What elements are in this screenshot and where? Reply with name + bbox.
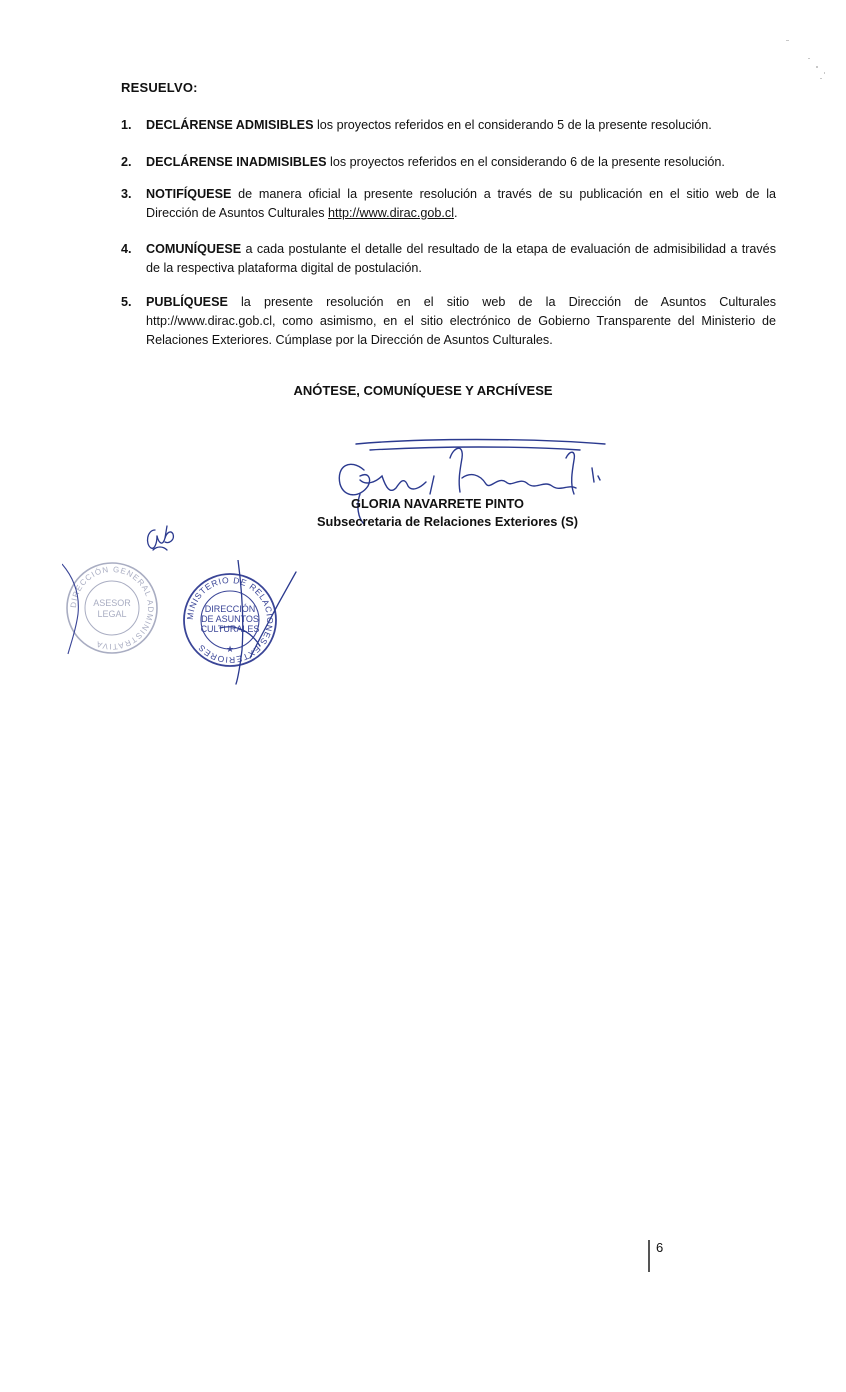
dirac-link[interactable]: http://www.dirac.gob.cl — [328, 206, 455, 220]
dirac-stamp-center-line2: DE ASUNTOS — [201, 614, 259, 624]
legal-stamp-ring-text: DIRECCIÓN GENERAL ADMINISTRATIVA — [68, 564, 156, 652]
item-text: a cada postulante el detalle del resultado de la etapa de evaluación de admisibilidad a través de la respectiva plataforma digital de postulación. — [146, 242, 776, 275]
item-number: 3. — [121, 187, 132, 201]
page-number-divider — [648, 1240, 650, 1272]
resolution-item-5 — [121, 293, 776, 350]
initials-mark — [143, 520, 177, 556]
scan-artifact — [780, 36, 830, 82]
item-number: 4. — [121, 242, 132, 256]
dirac-stamp-ring-text: MINISTERIO DE RELACIONES EXTERIORES — [184, 574, 276, 666]
closing-formula: ANÓTESE, COMUNÍQUESE Y ARCHÍVESE — [293, 383, 553, 398]
item-keyword: PUBLÍQUESE — [146, 295, 228, 309]
resolution-item-2 — [121, 153, 776, 172]
resolution-heading: RESUELVO: — [121, 80, 198, 95]
item-keyword: DECLÁRENSE ADMISIBLES — [146, 118, 314, 132]
legal-stamp-center-line2: LEGAL — [97, 609, 127, 619]
page-number: 6 — [656, 1240, 664, 1255]
item-number: 1. — [121, 118, 132, 132]
signature-image — [330, 436, 620, 526]
resolution-item-4 — [121, 240, 776, 278]
legal-advisor-stamp — [62, 558, 162, 658]
item-text: la presente resolución en el sitio web de la Dirección de Asuntos Culturales http://www.dirac.gob.cl, como asimismo, en el sitio electrónico de Gobierno Transparente del Ministerio de Relaciones Exteriores. Cúmplase por la Dirección de Asuntos Culturales. — [146, 295, 776, 347]
item-keyword: NOTIFÍQUESE — [146, 187, 232, 201]
legal-stamp-center-line1: ASESOR — [93, 598, 131, 608]
signer-name: GLORIA NAVARRETE PINTO — [351, 496, 525, 511]
item-number: 2. — [121, 155, 132, 169]
item-keyword: COMUNÍQUESE — [146, 242, 242, 256]
resolution-item-1 — [121, 116, 776, 135]
dirac-stamp — [180, 560, 300, 690]
dirac-stamp-center-line3: CULTURALES — [200, 624, 260, 634]
item-keyword: DECLÁRENSE INADMISIBLES — [146, 155, 327, 169]
resolution-item-3 — [121, 185, 776, 223]
item-number: 5. — [121, 295, 132, 309]
item-text: los proyectos referidos en el considerando 6 de la presente resolución. — [326, 155, 725, 169]
signer-title: Subsecretaria de Relaciones Exteriores (S) — [317, 514, 579, 529]
dirac-stamp-center-line1: DIRECCIÓN — [204, 604, 256, 614]
item-text: los proyectos referidos en el considerando 5 de la presente resolución. — [313, 118, 712, 132]
svg-text:★: ★ — [225, 644, 235, 654]
item-tail: . — [454, 206, 458, 220]
item-text: de manera oficial la presente resolución a través de su publicación en el sitio web de la Dirección de Asuntos Culturales — [146, 187, 776, 220]
